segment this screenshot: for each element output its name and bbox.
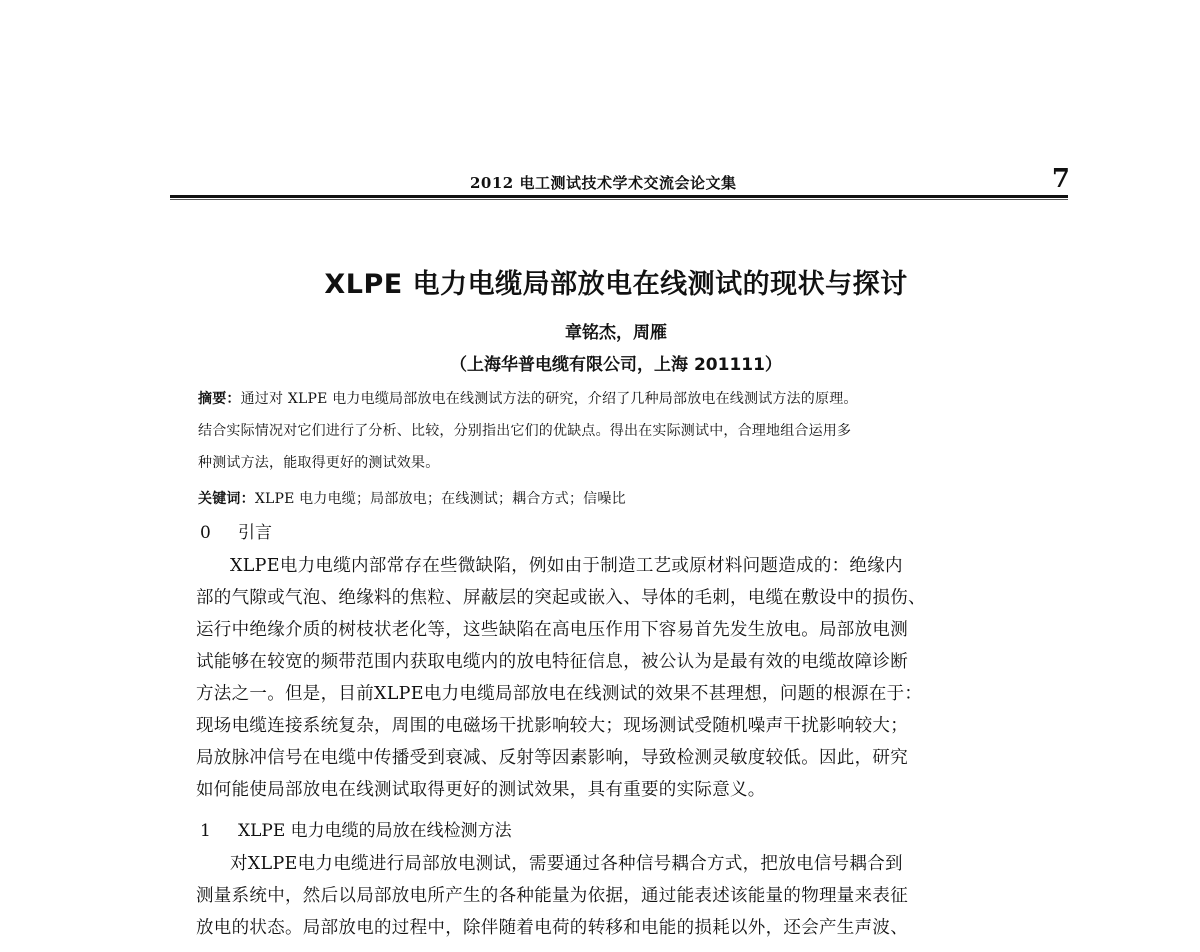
section-title-0: 引言 bbox=[238, 523, 272, 543]
paper-title: XLPE 电力电缆局部放电在线测试的现状与探讨 bbox=[324, 269, 908, 300]
abstract-line-1 bbox=[198, 388, 858, 408]
running-header bbox=[170, 164, 1070, 198]
paper-authors: 章铭杰，周雁 bbox=[565, 323, 667, 343]
section-title-1: XLPE 电力电缆的局放在线检测方法 bbox=[238, 821, 512, 841]
page-number: 7 bbox=[1051, 164, 1070, 194]
section-heading-1 bbox=[200, 816, 512, 841]
section-number-1: 1 bbox=[200, 821, 211, 841]
section-number-0: 0 bbox=[200, 523, 211, 543]
intro-line-7: 局放脉冲信号在电缆中传播受到衰减、反射等因素影响，导致检测灵敏度较低。因此，研究 bbox=[196, 748, 908, 768]
method-line-2: 测量系统中，然后以局部放电所产生的各种能量为依据，通过能表述该能量的物理量来表征 bbox=[196, 886, 908, 906]
keywords-label: 关键词： bbox=[198, 491, 255, 507]
running-title: 2012 电工测试技术学术交流会论文集 bbox=[470, 174, 737, 192]
intro-line-1: XLPE电力电缆内部常存在些微缺陷，例如由于制造工艺或原材料问题造成的：绝缘内 bbox=[230, 556, 903, 576]
keywords-line bbox=[198, 488, 626, 508]
intro-line-8: 如何能使局部放电在线测试取得更好的测试效果，具有重要的实际意义。 bbox=[196, 780, 766, 800]
intro-line-4: 试能够在较宽的频带范围内获取电缆内的放电特征信息，被公认为是最有效的电缆故障诊断 bbox=[196, 652, 908, 672]
intro-line-6: 现场电缆连接系统复杂，周围的电磁场干扰影响较大；现场测试受随机噪声干扰影响较大； bbox=[196, 716, 908, 736]
intro-line-2: 部的气隙或气泡、绝缘料的焦粒、屏蔽层的突起或嵌入、导体的毛刺，电缆在敷设中的损伤、 bbox=[196, 588, 926, 608]
abstract-line-2: 结合实际情况对它们进行了分析、比较，分别指出它们的优缺点。得出在实际测试中，合理地组合运用多 bbox=[198, 423, 852, 439]
header-rule-thick bbox=[170, 195, 1068, 198]
abstract-line-3: 种测试方法，能取得更好的测试效果。 bbox=[198, 455, 440, 471]
section-heading-0 bbox=[200, 518, 272, 543]
header-rule-thin bbox=[170, 199, 1068, 200]
paper-affiliation: （上海华普电缆有限公司，上海 201111） bbox=[450, 355, 782, 375]
method-line-1: 对XLPE电力电缆进行局部放电测试，需要通过各种信号耦合方式，把放电信号耦合到 bbox=[230, 854, 903, 874]
intro-line-3: 运行中绝缘介质的树枝状老化等，这些缺陷在高电压作用下容易首先发生放电。局部放电测 bbox=[196, 620, 908, 640]
method-line-3: 放电的状态。局部放电的过程中，除伴随着电荷的转移和电能的损耗以外，还会产生声波、 bbox=[196, 918, 908, 938]
abstract-label: 摘要： bbox=[198, 391, 241, 407]
keywords-text: XLPE 电力电缆；局部放电；在线测试；耦合方式；信噪比 bbox=[254, 491, 626, 507]
intro-line-5: 方法之一。但是，目前XLPE电力电缆局部放电在线测试的效果不甚理想，问题的根源在于： bbox=[196, 684, 923, 704]
abstract-text-1: 通过对 XLPE 电力电缆局部放电在线测试方法的研究，介绍了几种局部放电在线测试方法的原理。 bbox=[240, 391, 858, 407]
